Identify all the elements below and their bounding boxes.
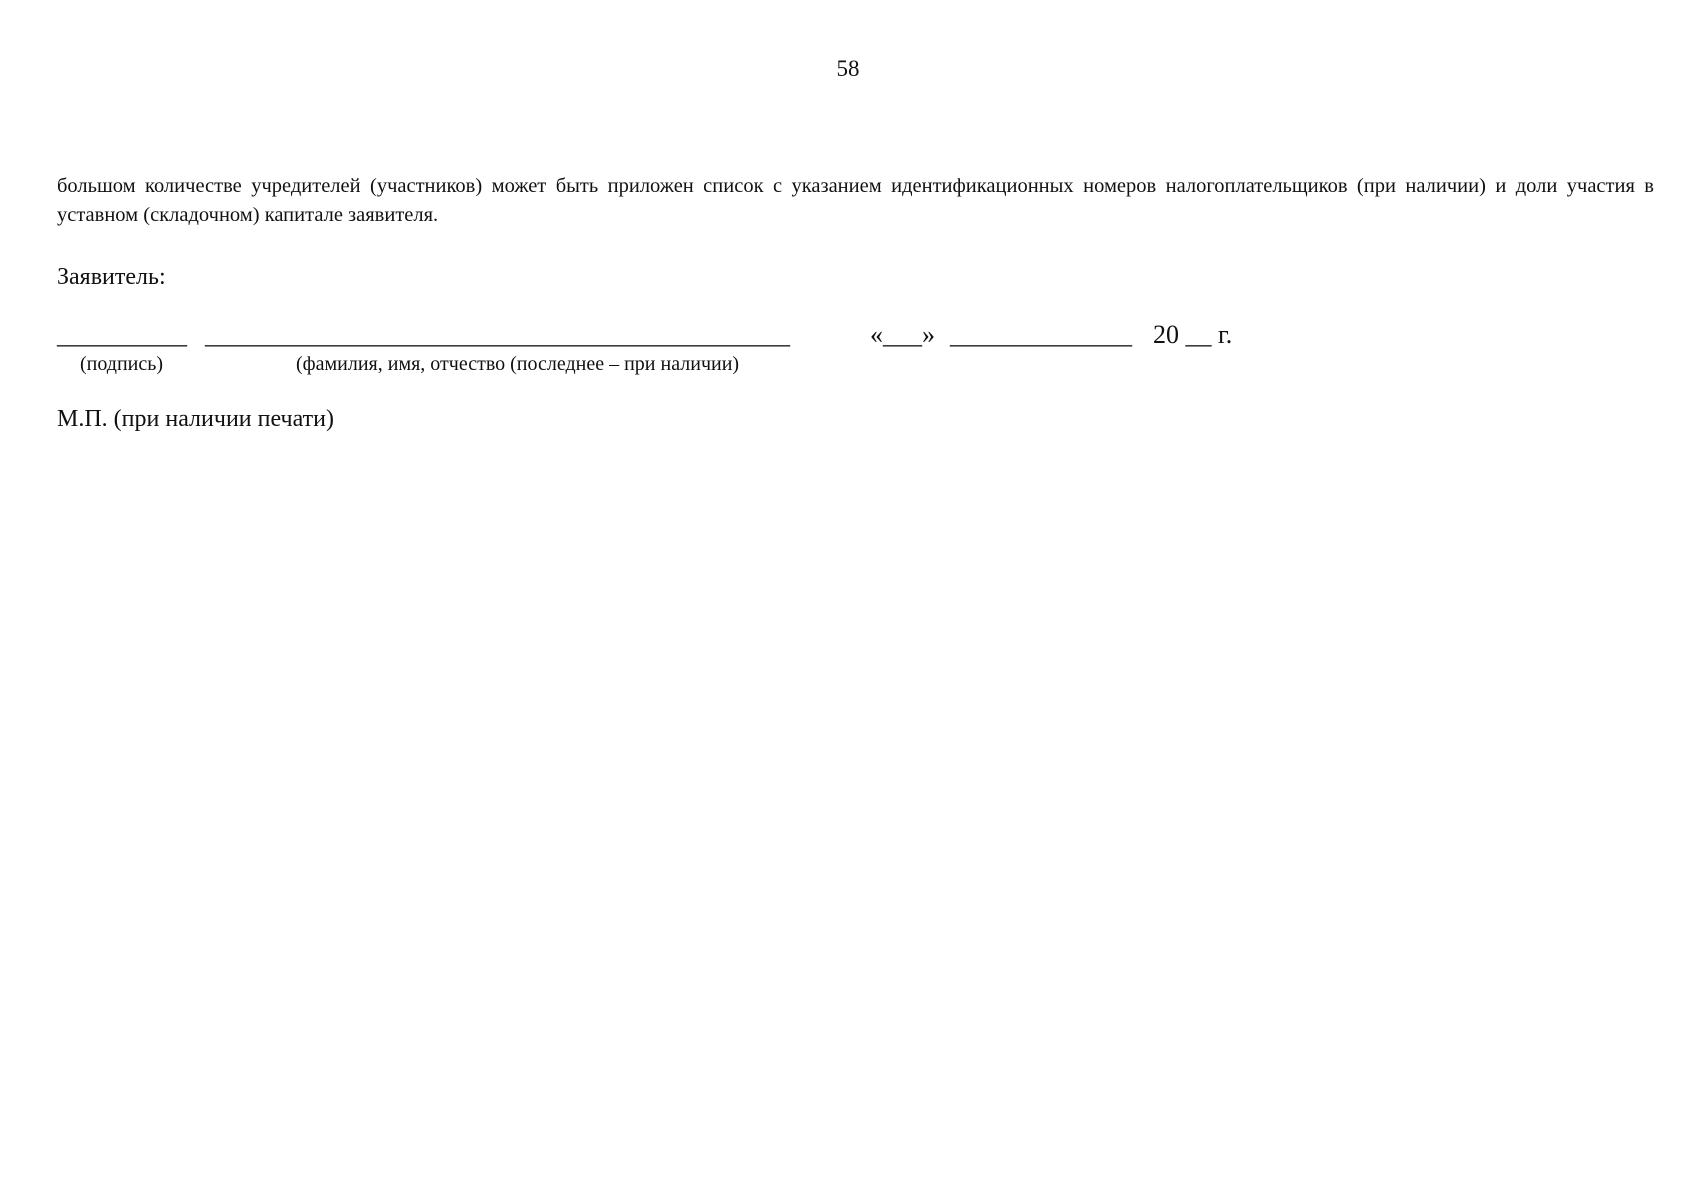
full-name-caption: (фамилия, имя, отчество (последнее – при наличии) xyxy=(296,353,740,375)
date-month-blank: ______________ xyxy=(950,320,1132,349)
date-day-blank: «___» xyxy=(870,320,935,349)
date-year: 20 __ г. xyxy=(1153,320,1233,349)
full-name-blank: _____________________________________________ xyxy=(205,320,790,349)
signature-caption: (подпись) xyxy=(80,353,164,375)
applicant-label: Заявитель: xyxy=(57,264,166,290)
body-paragraph: большом количестве учредителей (участников) может быть приложен список с указанием идентификационных номеров налогоплательщиков (при наличии) и доли участия в уставном (складочном) капитале заявителя. xyxy=(57,175,1654,226)
stamp-note: М.П. (при наличии печати) xyxy=(57,406,334,432)
signature-blank: __________ xyxy=(57,320,187,349)
page-number: 58 xyxy=(836,56,860,81)
